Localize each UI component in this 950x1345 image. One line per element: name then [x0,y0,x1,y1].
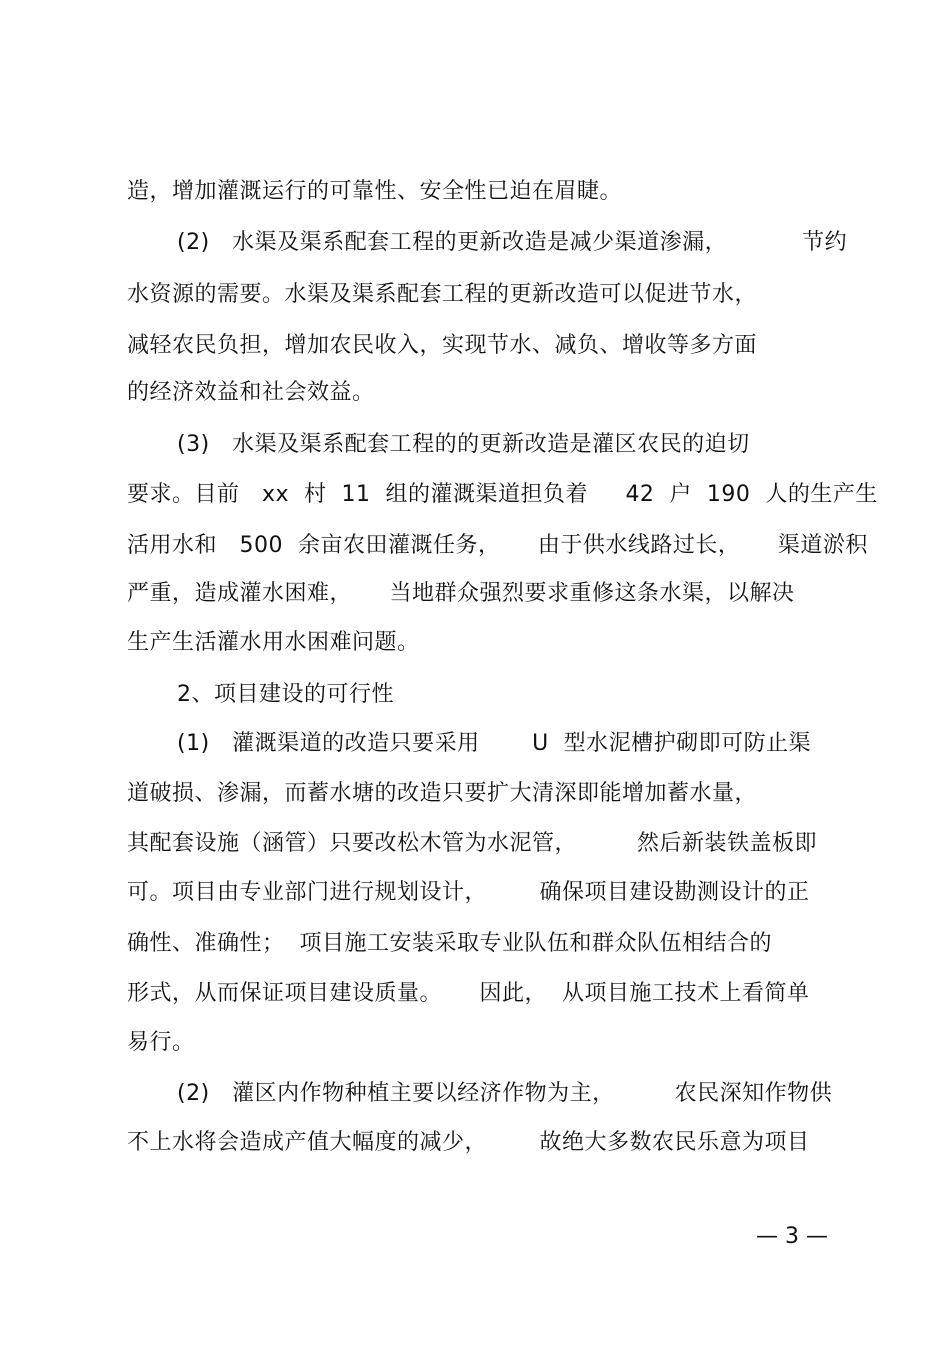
text-line: 的经济效益和社会效益。 [127,380,375,405]
text-line: 要求。目前 xx 村 11 组的灌溉渠道担负着 42 户 190 人的生产生 [127,482,878,507]
text-line: 不上水将会造成产值大幅度的减少， 故绝大多数农民乐意为项目 [127,1130,810,1155]
text-line: 生产生活灌水用水困难问题。 [127,630,420,655]
text-line: 水资源的需要。水渠及渠系配套工程的更新改造可以促进节水， [127,282,758,307]
text-line: 确性、准确性； 项目施工安装采取专业队伍和群众队伍相结合的 [127,931,772,956]
text-line: 道破损、渗漏，而蓄水塘的改造只要扩大清深即能增加蓄水量， [127,781,758,806]
text-line: 易行。 [127,1030,195,1055]
text-line: 活用水和 500 余亩农田灌溉任务， 由于供水线路过长， 渠道淤积 [127,533,868,558]
text-line: 造，增加灌溉运行的可靠性、安全性已迫在眉睫。 [127,179,623,204]
text-line: (2) 水渠及渠系配套工程的更新改造是减少渠道渗漏， 节约 [177,230,848,255]
text-line: 其配套设施（涵管）只要改松木管为水泥管， 然后新装铁盖板即 [127,831,817,856]
text-line: (3) 水渠及渠系配套工程的的更新改造是灌区农民的迫切 [177,432,750,457]
text-line: 形式，从而保证项目建设质量。 因此， 从项目施工技术上看简单 [127,981,810,1006]
text-line: (1) 灌溉渠道的改造只要采用 U 型水泥槽护砌即可防止渠 [177,731,812,756]
text-line: 可。项目由专业部门进行规划设计， 确保项目建设勘测设计的正 [127,880,810,905]
page-number: — 3 — [756,1224,828,1249]
text-line: (2) 灌区内作物种植主要以经济作物为主， 农民深知作物供 [177,1081,833,1106]
text-line: 减轻农民负担，增加农民收入，实现节水、减负、增收等多方面 [127,333,758,358]
section-heading: 2、项目建设的可行性 [177,682,394,707]
text-line: 严重，造成灌水困难， 当地群众强烈要求重修这条水渠，以解决 [127,581,795,606]
